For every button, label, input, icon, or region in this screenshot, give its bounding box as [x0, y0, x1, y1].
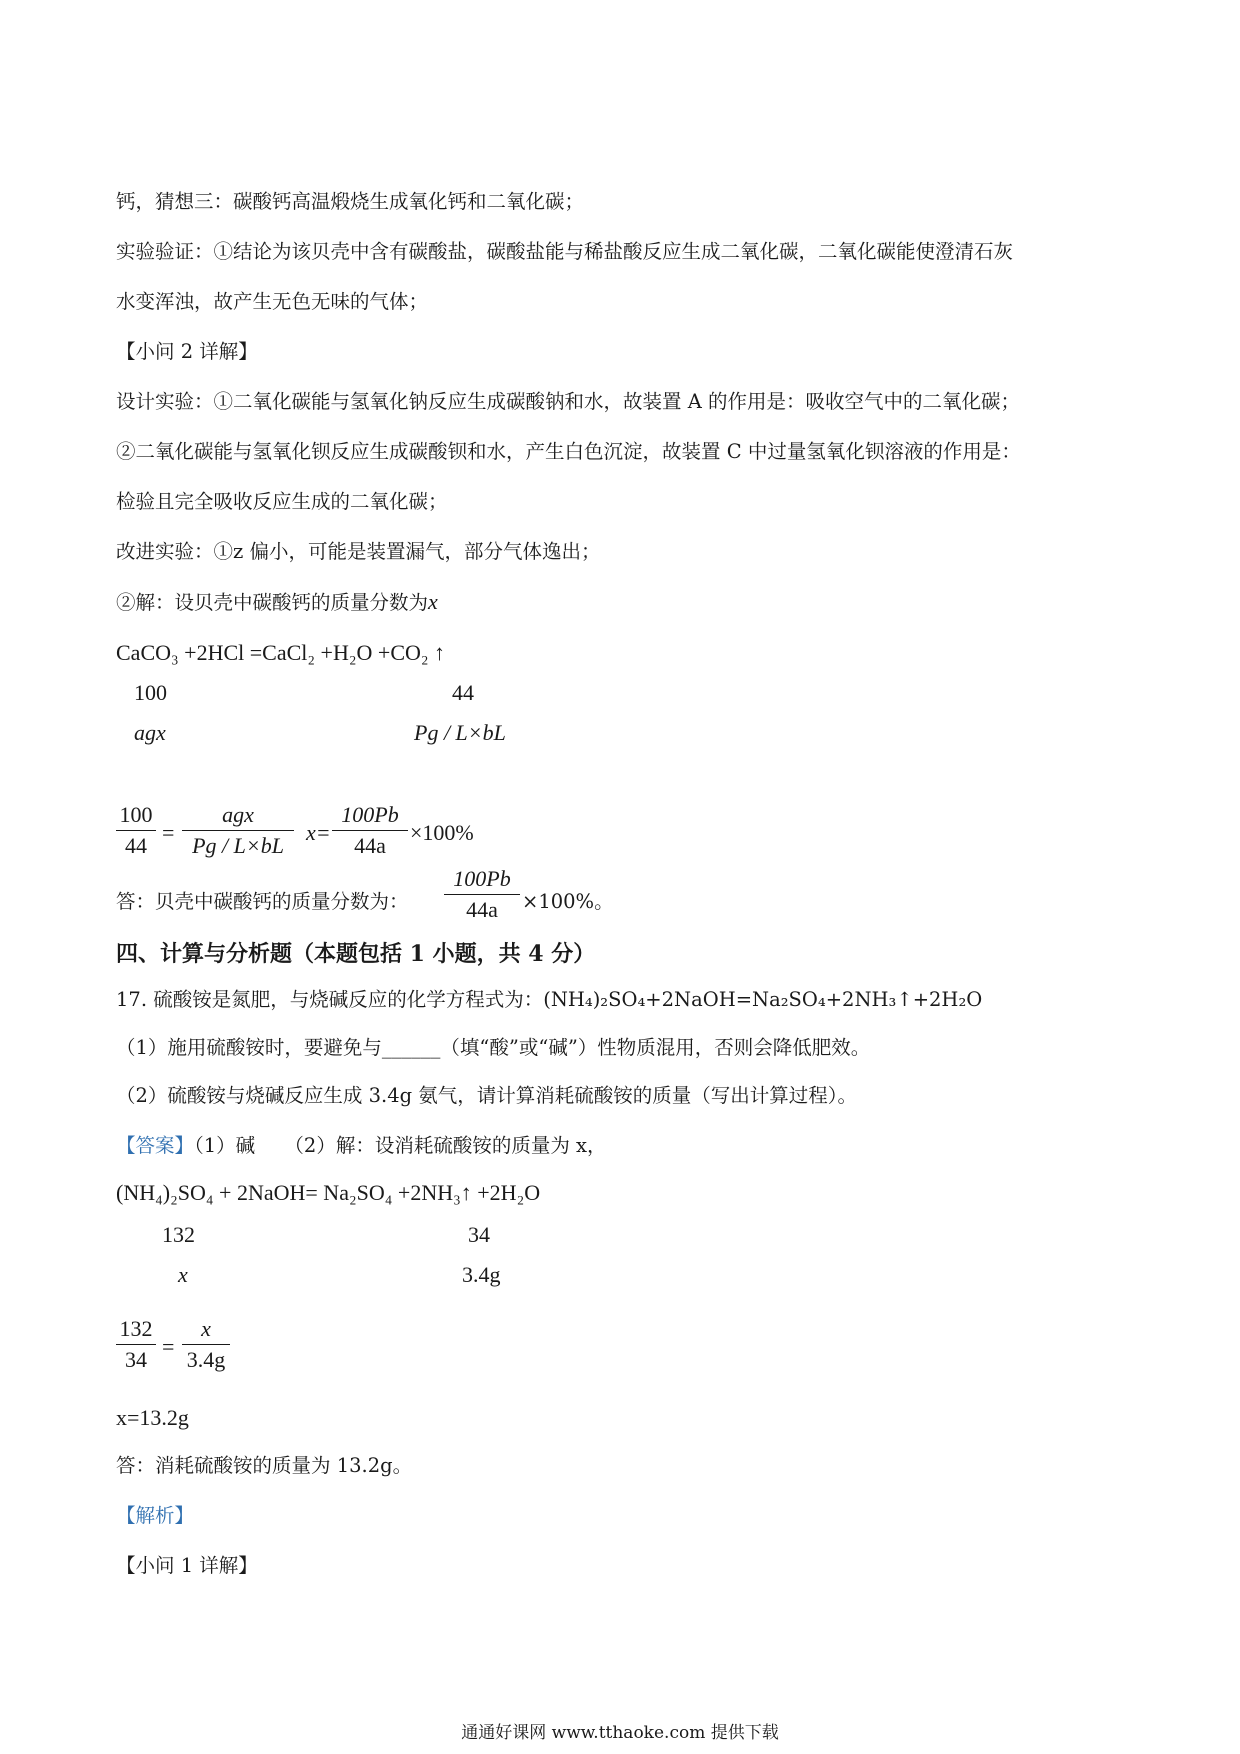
molar-mass: 44: [452, 680, 474, 705]
quantity: Pg / L×bL: [414, 720, 506, 745]
fraction-bar: [444, 894, 520, 895]
text-line: ②二氧化碳能与氢氧化钡反应生成碳酸钡和水，产生白色沉淀，故装置 C 中过量氢氧化钡溶液的作用是：: [116, 440, 1021, 463]
numerator: agx: [222, 802, 254, 827]
denominator: 44a: [466, 897, 498, 922]
text-line: 水变浑浊，故产生无色无味的气体；: [116, 290, 429, 313]
fraction: [182, 1316, 230, 1373]
text-line: [116, 588, 438, 617]
numerator: 100Pb: [453, 866, 511, 891]
quantity: 3.4g: [462, 1262, 501, 1287]
denominator: 44a: [354, 833, 386, 858]
answer-tag: 【答案】: [116, 1134, 195, 1157]
equals-sign: =: [162, 820, 175, 845]
result-line: x=13.2g: [116, 1405, 189, 1430]
answer-line: [116, 1132, 607, 1160]
fraction-bar: [182, 1344, 230, 1345]
fraction: [444, 866, 520, 923]
section-heading: 四、计算与分析题（本题包括 1 小题，共 4 分）: [116, 941, 596, 967]
molar-mass: 132: [162, 1222, 195, 1247]
text-line: 改进实验：①z 偏小，可能是装置漏气，部分气体逸出；: [116, 540, 601, 563]
numerator: 100: [119, 802, 153, 827]
text-line: 检验且完全吸收反应生成的二氧化碳；: [116, 490, 448, 513]
numerator: 100Pb: [341, 802, 399, 827]
fraction: [116, 1316, 156, 1373]
text-line: 答：消耗硫酸铵的质量为 13.2g。: [116, 1454, 413, 1477]
fraction: [116, 802, 156, 859]
text-fragment: ②解：设贝壳中碳酸钙的质量分数为: [116, 591, 429, 614]
denominator: 34: [125, 1347, 147, 1372]
page-footer: 通通好课网 www.tthaoke.com 提供下载: [461, 1723, 779, 1743]
quantity: agx: [134, 720, 166, 745]
equals-sign: =: [162, 1334, 175, 1359]
numerator: x: [201, 1316, 211, 1341]
subheading: 【小问 2 详解】: [116, 340, 258, 363]
question-17-part-1: （1）施用硫酸铵时，要避免与______（填“酸”或“碱”）性物质混用，否则会降低肥效。: [116, 1036, 871, 1059]
denominator: 3.4g: [186, 1347, 226, 1372]
molar-mass: 100: [134, 680, 167, 705]
text-line: 钙，猜想三：碳酸钙高温煅烧生成氧化钙和二氧化碳；: [116, 190, 585, 213]
numerator: 132: [119, 1316, 153, 1341]
denominator: 44: [125, 833, 147, 858]
question-17-part-2: （2）硫酸铵与烧碱反应生成 3.4g 氨气，请计算消耗硫酸铵的质量（写出计算过程）。: [116, 1084, 858, 1107]
denominator: Pg / L×bL: [192, 833, 284, 858]
fraction-bar: [332, 830, 408, 831]
analysis-tag: 【解析】: [116, 1504, 195, 1527]
molar-mass: 34: [468, 1222, 490, 1247]
fraction-bar: [182, 830, 294, 831]
percent-suffix: ×100%: [410, 820, 474, 845]
chemical-equation: CaCO₃ +2HCl =CaCl₂ +H₂O +CO₂ ↑: [116, 640, 446, 665]
variable: x=: [306, 820, 331, 845]
text-line: [116, 888, 409, 916]
fraction-bar: [116, 1344, 156, 1345]
fraction: [332, 802, 408, 859]
answer-text: （1）碱 （2）解：设消耗硫酸铵的质量为 x，: [194, 1134, 607, 1157]
text-line: 实验验证：①结论为该贝壳中含有碳酸盐，碳酸盐能与稀盐酸反应生成二氧化碳，二氧化碳能使澄清石灰: [116, 240, 1014, 263]
quantity: x: [178, 1262, 188, 1287]
fraction-bar: [116, 830, 156, 831]
chemical-equation: (NH₄)₂SO₄ + 2NaOH= Na₂SO₄ +2NH₃↑ +2H₂O: [116, 1180, 541, 1205]
question-17: 17. 硫酸铵是氮肥，与烧碱反应的化学方程式为：(NH₄)₂SO₄+2NaOH=Na₂SO₄+2NH₃↑+2H₂O: [116, 988, 983, 1011]
variable: x: [428, 589, 438, 614]
text-fragment: ×100%。: [522, 890, 614, 913]
subheading: 【小问 1 详解】: [116, 1554, 258, 1577]
text-fragment: 答：贝壳中碳酸钙的质量分数为：: [116, 890, 409, 913]
fraction: [182, 802, 294, 859]
text-line: 设计实验：①二氧化碳能与氢氧化钠反应生成碳酸钠和水，故装置 A 的作用是：吸收空气中的二氧化碳；: [116, 390, 1020, 413]
